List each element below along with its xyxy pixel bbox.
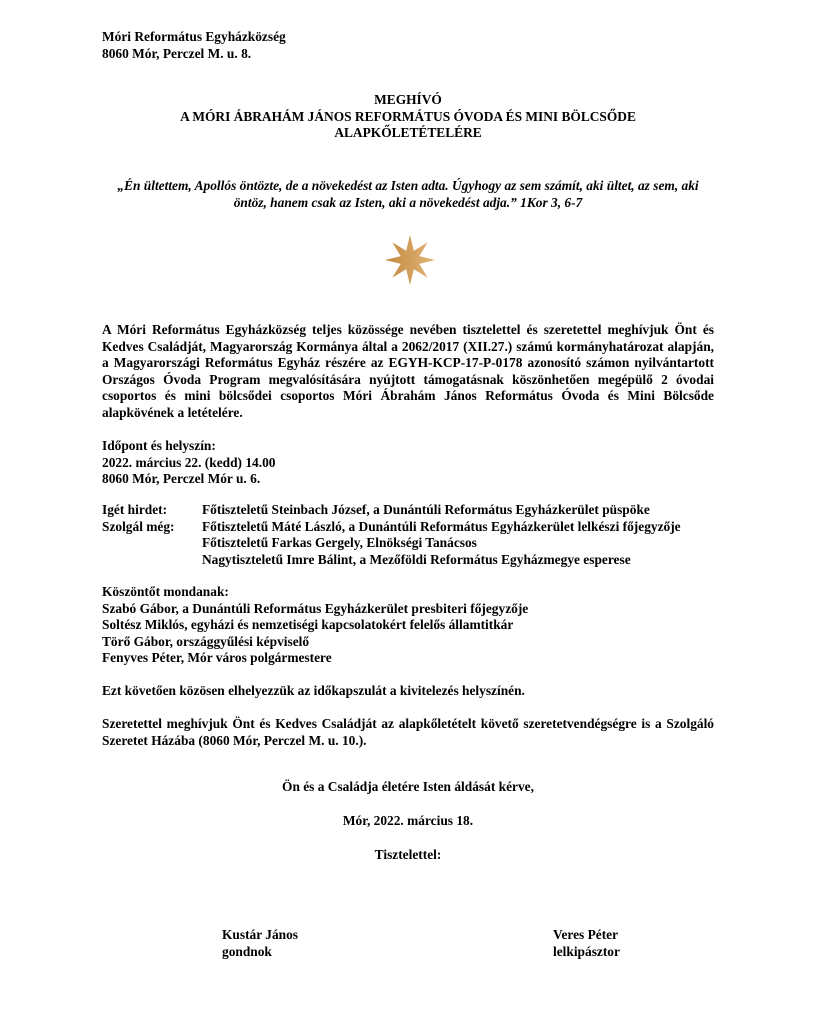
quote-line-1: „Én ültettem, Apollós öntözte, de a növekedést az Isten adta. Úgyhogy az sem számít, aki ültet, az sem, aki bbox=[117, 178, 699, 193]
star-shape bbox=[385, 235, 435, 285]
greeter-item: Fenyves Péter, Mór város polgármestere bbox=[102, 650, 332, 665]
signature-right bbox=[553, 927, 620, 960]
quote-line-2: öntöz, hanem csak az Isten, aki a növekedést adja.” 1Kor 3, 6-7 bbox=[233, 195, 583, 210]
event-datetime: 2022. március 22. (kedd) 14.00 bbox=[102, 454, 276, 470]
eight-point-star-icon bbox=[384, 234, 436, 286]
role-person: Főtiszteletű Máté László, a Dunántúli Református Egyházkerület lelkészi főjegyzője bbox=[202, 518, 681, 534]
role-label bbox=[102, 535, 202, 552]
closing-regards: Tisztelettel: bbox=[374, 847, 442, 862]
intro-paragraph bbox=[102, 322, 714, 421]
role-label: Igét hirdet: bbox=[102, 502, 168, 517]
event-label: Időpont és helyszín: bbox=[102, 438, 216, 453]
signatory-title: lelkipásztor bbox=[553, 943, 620, 959]
reception-invitation: Szeretettel meghívjuk Önt és Kedves Családját az alapkőletételt követő szeretetvendégségre is a Szolgáló Szeretet Házába (8060 Mór, Perczel M. u. 10.). bbox=[102, 716, 714, 748]
event-location: 8060 Mór, Perczel Mór u. 6. bbox=[102, 471, 261, 486]
role-row bbox=[102, 535, 681, 552]
role-person: Főtiszteletű Farkas Gergely, Elnökségi Tanácsos bbox=[202, 535, 477, 550]
roles-list bbox=[102, 502, 681, 568]
intro-text: A Móri Református Egyházközség teljes közössége nevében tisztelettel és szeretettel meghívjuk Önt és Kedves Családját, Magyarország Kormánya által a 2062/2017 (XII.27.) számú kormányhatározat alapján, a Magyarországi Református Egyház részére az EGYH-KCP-17-P-0178 azonosító számon nyilvántartott Országos Óvoda Program megvalósítására nyújtott támogatásnak köszönhetően megépülő 2 óvodai csoportos és mini bölcsődei csoportos Móri Ábrahám János Református Óvoda és Mini Bölcsőde alapkövének a letételére. bbox=[102, 322, 714, 420]
sender-block bbox=[102, 29, 286, 62]
document-title: MEGHÍVÓ bbox=[374, 92, 442, 107]
role-label bbox=[102, 552, 202, 569]
role-person: Nagytiszteletű Imre Bálint, a Mezőföldi Református Egyházmegye esperese bbox=[202, 551, 631, 567]
role-person: Főtiszteletű Steinbach József, a Dunántúli Református Egyházkerület püspöke bbox=[202, 502, 650, 517]
title-subject: A MÓRI ÁBRAHÁM JÁNOS REFORMÁTUS ÓVODA ÉS MINI BÖLCSŐDE bbox=[180, 108, 636, 124]
event-details bbox=[102, 438, 275, 488]
sender-name: Móri Református Egyházközség bbox=[102, 29, 286, 44]
greeter-item: Szabó Gábor, a Dunántúli Református Egyházkerület presbiteri főjegyzője bbox=[102, 600, 529, 616]
greeters-label: Köszöntőt mondanak: bbox=[102, 584, 229, 599]
role-row bbox=[102, 519, 681, 536]
signatory-name: Kustár János bbox=[222, 927, 299, 942]
role-row bbox=[102, 502, 681, 519]
role-row bbox=[102, 552, 681, 569]
role-label: Szolgál még: bbox=[102, 518, 175, 534]
signature-left bbox=[222, 927, 298, 960]
sender-address: 8060 Mór, Perczel M. u. 8. bbox=[102, 45, 252, 61]
greeter-item: Soltész Miklós, egyházi és nemzetiségi kapcsolatokért felelős államtitkár bbox=[102, 617, 514, 632]
closing-place-date: Mór, 2022. március 18. bbox=[342, 813, 474, 828]
greeter-item: Törő Gábor, országgyűlési képviselő bbox=[102, 633, 310, 649]
signatory-name: Veres Péter bbox=[553, 927, 619, 942]
title-block bbox=[0, 92, 816, 142]
signatory-title: gondnok bbox=[222, 943, 272, 959]
title-subject-cont: ALAPKŐLETÉTELÉRE bbox=[334, 125, 482, 140]
time-capsule-note: Ezt követően közösen elhelyezzük az időkapszulát a kivitelezés helyszínén. bbox=[102, 683, 525, 698]
bible-quote bbox=[100, 177, 716, 211]
closing-blessing: Ön és a Családja életére Isten áldását kérve, bbox=[282, 779, 534, 794]
greeters-list bbox=[102, 584, 528, 667]
